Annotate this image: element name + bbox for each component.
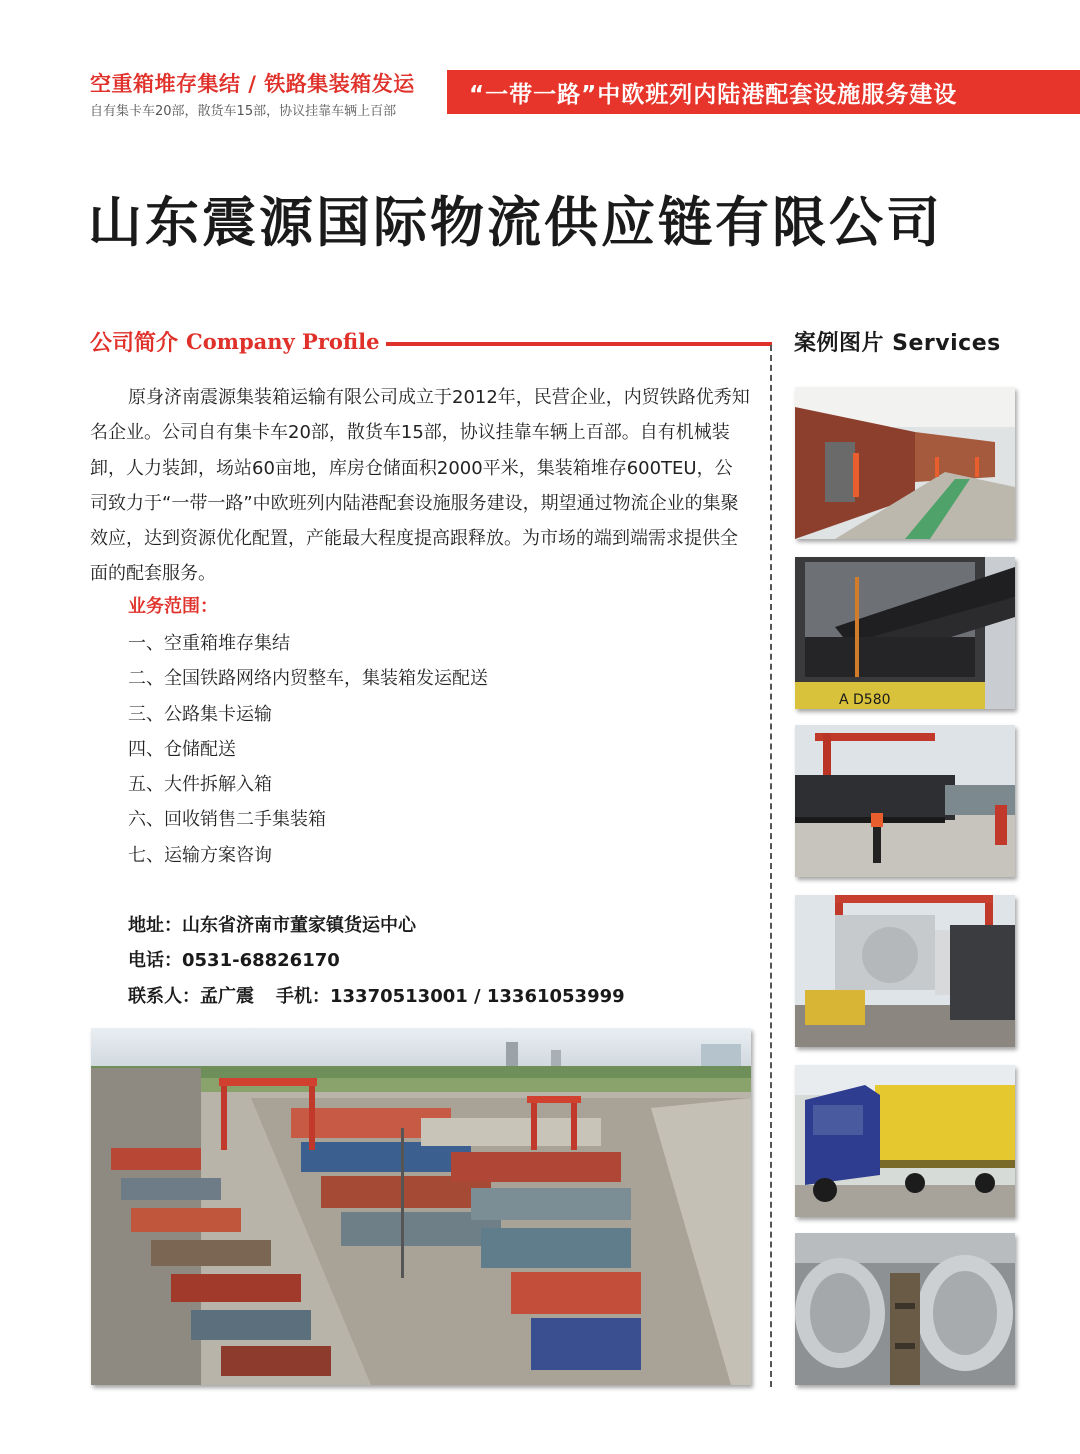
company-profile-heading [90, 326, 772, 357]
contact-block [128, 908, 625, 1014]
service-photo-truck [795, 1065, 1015, 1217]
scope-item: 七、运输方案咨询 [128, 844, 272, 866]
scope-item: 五、大件拆解入箱 [128, 774, 272, 796]
banner-text: “一带一路”中欧班列内陆港配套设施服务建设 [469, 81, 958, 108]
address-line: 地址：山东省济南市董家镇货运中心 [128, 915, 416, 936]
scope-item: 一、空重箱堆存集结 [128, 633, 290, 654]
top-left-title: 空重箱堆存集结 / 铁路集装箱发运 [90, 72, 415, 96]
contact-line [128, 979, 625, 1014]
scope-item: 二、全国铁路网络内贸整车，集装箱发运配送 [128, 668, 488, 690]
services-title: 案例图片 Services [794, 331, 1001, 356]
scope-item: 四、仓储配送 [128, 738, 236, 760]
business-scope-list [128, 626, 488, 873]
heading-rule [386, 342, 773, 346]
service-photo-pipes-loading [795, 557, 1015, 709]
scope-item: 三、公路集卡运输 [128, 703, 272, 725]
header-banner [447, 70, 1080, 114]
scope-item: 六、回收销售二手集装箱 [128, 809, 326, 831]
phone-line: 电话：0531-68826170 [128, 950, 340, 972]
contact-person: 联系人：孟广震 [128, 985, 254, 1007]
top-left-subtitle: 自有集卡车20部，散货车15部，协议挂靠车辆上百部 [90, 104, 397, 119]
service-photo-coils-in-container [795, 1233, 1015, 1385]
company-name: 山东震源国际物流供应链有限公司 [88, 191, 943, 254]
mobile-numbers: 手机：13370513001 / 13361053999 [276, 985, 625, 1007]
profile-paragraph: 原身济南震源集装箱运输有限公司成立于2012年，民营企业，内贸铁路优秀知名企业。公司自有集卡车20部，散货车15部，协议挂靠车辆上百部。自有机械装卸，人力装卸，场站60亩地，库房仓储面积2000平米，集装箱堆存600TEU，公司致力于“一带一路”中欧班列内陆港配套设施服务建设，期望通过物流企业的集聚效应，达到资源优化配置，产能最大程度提高跟释放。为市场的端到端需求提供全面的配套服务。 [90, 387, 750, 585]
profile-title-en: Company Profile [186, 329, 380, 354]
container-marking: A D580 [839, 692, 891, 708]
container-yard-photo [91, 1028, 751, 1385]
service-photo-boiler-loading [795, 895, 1015, 1047]
service-photo-container-loading [795, 387, 1015, 539]
profile-title-cn: 公司简介 [90, 331, 179, 356]
service-photo-rail-wagon [795, 725, 1015, 877]
column-divider [770, 345, 772, 1387]
business-scope-title: 业务范围： [128, 596, 218, 617]
